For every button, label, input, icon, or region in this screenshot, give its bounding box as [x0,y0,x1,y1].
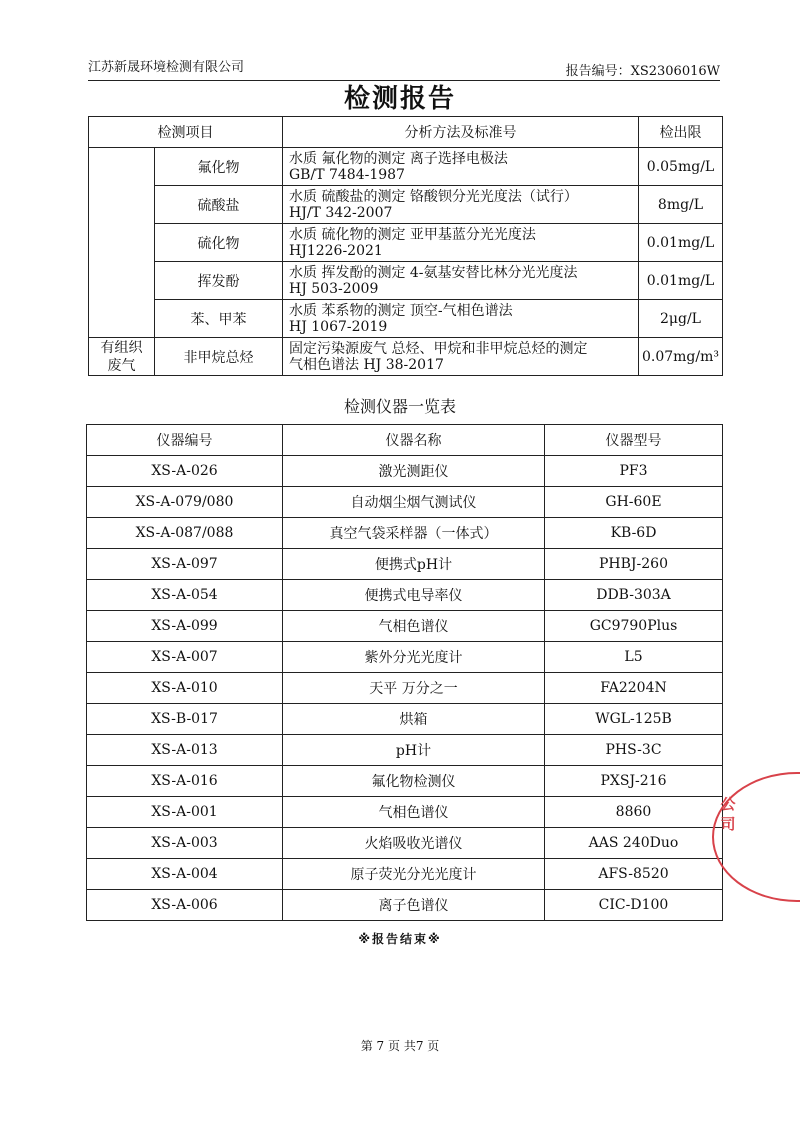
instrument-model: AAS 240Duo [545,828,723,859]
category-cell [89,148,155,338]
method-name: 水质 苯系物的测定 顶空-气相色谱法 [289,302,513,319]
instrument-model: FA2204N [545,673,723,704]
instrument-model: L5 [545,642,723,673]
method-row [89,338,723,376]
method-cell [283,262,639,300]
method-name: 水质 硫酸盐的测定 铬酸钡分光光度法（试行） [289,188,578,205]
method-standard: 气相色谱法 HJ 38-2017 [289,356,444,373]
instrument-name: 便携式电导率仪 [283,580,545,611]
instrument-id: XS-A-007 [87,642,283,673]
instrument-model: CIC-D100 [545,890,723,921]
method-standard: HJ1226-2021 [289,242,383,259]
instrument-row [87,580,723,611]
category-cell [89,338,155,376]
method-name: 水质 挥发酚的测定 4-氨基安替比林分光光度法 [289,264,578,281]
instrument-id: XS-A-001 [87,797,283,828]
instrument-id: XS-A-099 [87,611,283,642]
instrument-row [87,673,723,704]
method-cell [283,300,639,338]
instrument-name: 氟化物检测仪 [283,766,545,797]
instrument-row [87,611,723,642]
instrument-id: XS-A-054 [87,580,283,611]
method-row [89,148,723,186]
instrument-id: XS-A-004 [87,859,283,890]
instrument-id: XS-A-003 [87,828,283,859]
seal-text: 公司 [720,795,736,833]
instrument-model: AFS-8520 [545,859,723,890]
instrument-model: PHBJ-260 [545,549,723,580]
instrument-row [87,518,723,549]
instrument-name: 离子色谱仪 [283,890,545,921]
instrument-name: 原子荧光分光光度计 [283,859,545,890]
instrument-model: PXSJ-216 [545,766,723,797]
test-item: 挥发酚 [155,262,283,300]
method-standard: HJ 503-2009 [289,280,379,297]
instrument-row [87,487,723,518]
instrument-table [86,424,723,921]
instrument-model: WGL-125B [545,704,723,735]
report-number: 报告编号：XS2306016W [565,64,720,79]
instrument-id: XS-B-017 [87,704,283,735]
instrument-id: XS-A-010 [87,673,283,704]
instrument-name: 紫外分光光度计 [283,642,545,673]
instrument-name: 自动烟尘烟气测试仪 [283,487,545,518]
instrument-id: XS-A-006 [87,890,283,921]
instrument-id: XS-A-097 [87,549,283,580]
instrument-name: 烘箱 [283,704,545,735]
instrument-row [87,797,723,828]
instrument-model: KB-6D [545,518,723,549]
detection-limit: 8mg/L [639,186,723,224]
instrument-name: 气相色谱仪 [283,797,545,828]
test-item: 硫酸盐 [155,186,283,224]
detection-limit: 0.01mg/L [639,224,723,262]
method-table-header [89,117,723,148]
page-number: 第 7 页 共7 页 [360,1039,440,1053]
method-row [89,300,723,338]
method-cell [283,224,639,262]
category-label: 有组织废气 [100,339,143,374]
instrument-id: XS-A-079/080 [87,487,283,518]
report-end-mark: ※报告结束※ [358,932,442,946]
method-standard: HJ/T 342-2007 [289,204,393,221]
header-method: 分析方法及标准号 [283,117,639,148]
instrument-id: XS-A-016 [87,766,283,797]
method-table [88,116,723,376]
company-seal [712,772,800,902]
instrument-name: 真空气袋采样器（一体式） [283,518,545,549]
instrument-model: PF3 [545,456,723,487]
test-item: 非甲烷总烃 [155,338,283,376]
detection-limit: 2μg/L [639,300,723,338]
header-test-item: 检测项目 [89,117,283,148]
detection-limit: 0.07mg/m³ [639,338,723,376]
header-instrument-model: 仪器型号 [545,425,723,456]
instrument-table-title: 检测仪器一览表 [343,397,456,416]
test-item: 硫化物 [155,224,283,262]
instrument-row [87,766,723,797]
instrument-id: XS-A-026 [87,456,283,487]
instrument-name: 火焰吸收光谱仪 [283,828,545,859]
method-cell [283,338,639,376]
instrument-name: 天平 万分之一 [283,673,545,704]
instrument-row [87,828,723,859]
instrument-model: GC9790Plus [545,611,723,642]
detection-limit: 0.05mg/L [639,148,723,186]
page-header [88,56,720,78]
method-row [89,262,723,300]
method-name: 水质 硫化物的测定 亚甲基蓝分光光度法 [289,226,536,243]
test-item: 氟化物 [155,148,283,186]
instrument-row [87,735,723,766]
header-instrument-id: 仪器编号 [87,425,283,456]
method-cell [283,186,639,224]
instrument-model: GH-60E [545,487,723,518]
instrument-name: 气相色谱仪 [283,611,545,642]
company-name: 江苏新晟环境检测有限公司 [88,60,245,75]
instrument-row [87,642,723,673]
method-cell [283,148,639,186]
header-instrument-name: 仪器名称 [283,425,545,456]
detection-limit: 0.01mg/L [639,262,723,300]
method-row [89,186,723,224]
instrument-name: 激光测距仪 [283,456,545,487]
instrument-row [87,549,723,580]
method-standard: HJ 1067-2019 [289,318,388,335]
instrument-row [87,859,723,890]
method-name: 水质 氟化物的测定 离子选择电极法 [289,150,508,167]
instrument-model: 8860 [545,797,723,828]
instrument-row [87,890,723,921]
method-row [89,224,723,262]
test-item: 苯、甲苯 [155,300,283,338]
instrument-model: PHS-3C [545,735,723,766]
method-standard: GB/T 7484-1987 [289,166,405,183]
instrument-id: XS-A-087/088 [87,518,283,549]
instrument-name: pH计 [283,735,545,766]
seal-ring [712,772,800,902]
instrument-model: DDB-303A [545,580,723,611]
method-name: 固定污染源废气 总烃、甲烷和非甲烷总烃的测定 [289,340,588,357]
instrument-row [87,704,723,735]
instrument-id: XS-A-013 [87,735,283,766]
header-limit: 检出限 [639,117,723,148]
document-title: 检测报告 [343,84,456,114]
instrument-name: 便携式pH计 [283,549,545,580]
instrument-row [87,456,723,487]
instrument-table-header [87,425,723,456]
